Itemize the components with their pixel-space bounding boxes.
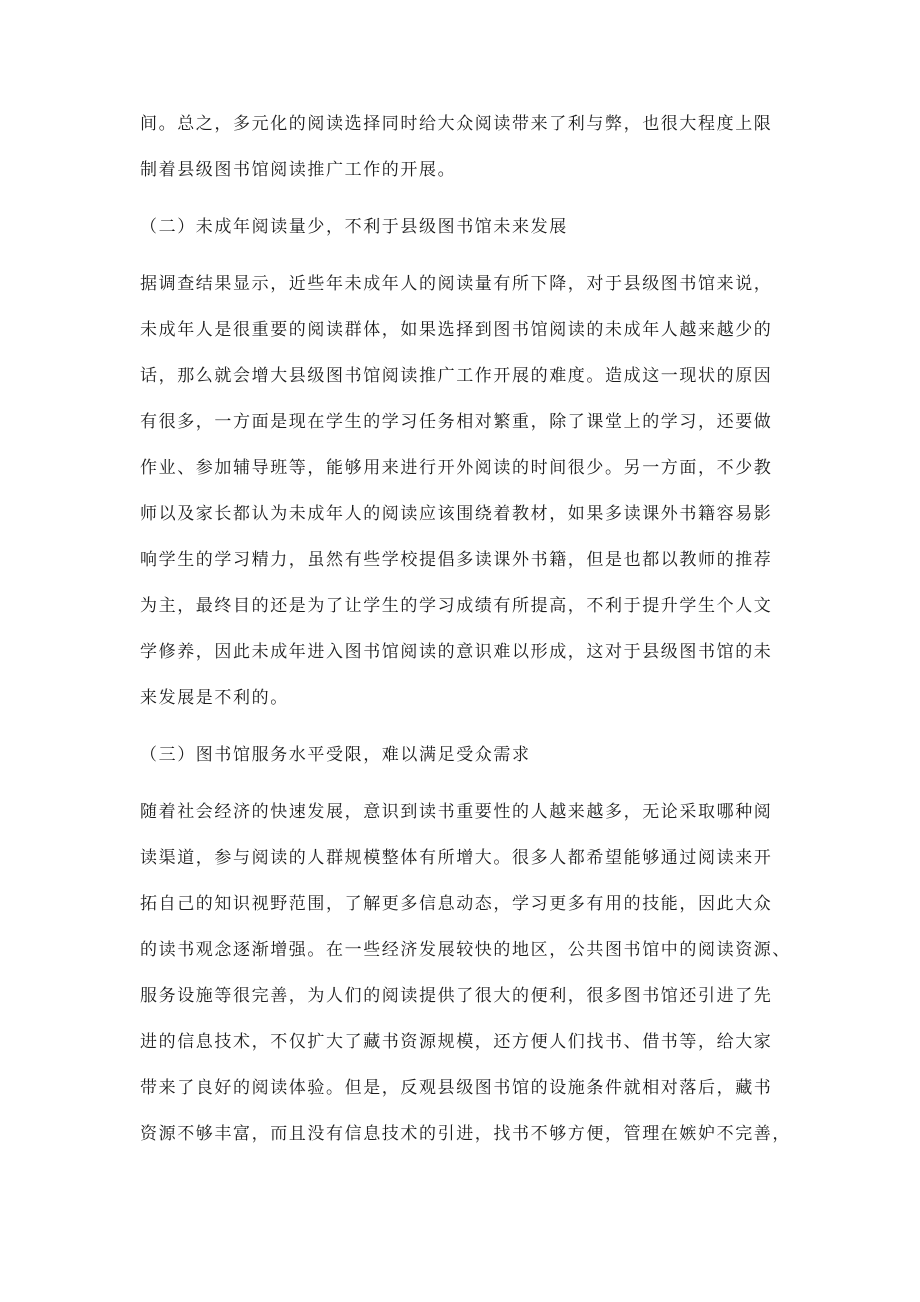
paragraph-line: 拓自己的知识视野范围，了解更多信息动态，学习更多有用的技能，因此大众	[140, 894, 773, 914]
paragraph-line: 作业、参加辅导班等，能够用来进行开外阅读的时间很少。另一方面，不少教	[140, 458, 773, 478]
paragraph-line: 的读书观念逐渐增强。在一些经济发展较快的地区，公共图书馆中的阅读资源、	[140, 940, 791, 960]
paragraph-line: 话，那么就会增大县级图书馆阅读推广工作开展的难度。造成这一现状的原因	[140, 366, 773, 386]
paragraph-line: 间。总之，多元化的阅读选择同时给大众阅读带来了利与弊，也很大程度上限	[140, 114, 773, 134]
paragraph-line: 未成年人是很重要的阅读群体，如果选择到图书馆阅读的未成年人越来越少的	[140, 320, 773, 340]
paragraph-line: 学修养，因此未成年进入图书馆阅读的意识难以形成，这对于县级图书馆的未	[140, 642, 773, 662]
paragraph-line: 师以及家长都认为未成年人的阅读应该围绕着教材，如果多读课外书籍容易影	[140, 504, 773, 524]
section-heading: （三）图书馆服务水平受限，难以满足受众需求	[140, 745, 531, 765]
paragraph-line: 有很多，一方面是现在学生的学习任务相对繁重，除了课堂上的学习，还要做	[140, 412, 773, 432]
paragraph-line: 读渠道，参与阅读的人群规模整体有所增大。很多人都希望能够通过阅读来开	[140, 848, 773, 868]
paragraph-line: 响学生的学习精力，虽然有些学校提倡多读课外书籍，但是也都以教师的推荐	[140, 550, 773, 570]
paragraph-line: 服务设施等很完善，为人们的阅读提供了很大的便利，很多图书馆还引进了先	[140, 986, 773, 1006]
paragraph-line: 制着县级图书馆阅读推广工作的开展。	[140, 160, 457, 180]
paragraph-line: 进的信息技术，不仅扩大了藏书资源规模，还方便人们找书、借书等，给大家	[140, 1032, 773, 1052]
paragraph-line: 随着社会经济的快速发展，意识到读书重要性的人越来越多，无论采取哪种阅	[140, 802, 773, 822]
paragraph-line: 资源不够丰富，而且没有信息技术的引进，找书不够方便，管理在嫉妒不完善，	[140, 1124, 791, 1144]
paragraph-line: 来发展是不利的。	[140, 688, 289, 708]
section-heading: （二）未成年阅读量少，不利于县级图书馆未来发展	[140, 217, 568, 237]
paragraph-line: 为主，最终目的还是为了让学生的学习成绩有所提高，不利于提升学生个人文	[140, 596, 773, 616]
paragraph-line: 带来了良好的阅读体验。但是，反观县级图书馆的设施条件就相对落后，藏书	[140, 1078, 773, 1098]
paragraph-line: 据调查结果显示，近些年未成年人的阅读量有所下降，对于县级图书馆来说，	[140, 274, 773, 294]
